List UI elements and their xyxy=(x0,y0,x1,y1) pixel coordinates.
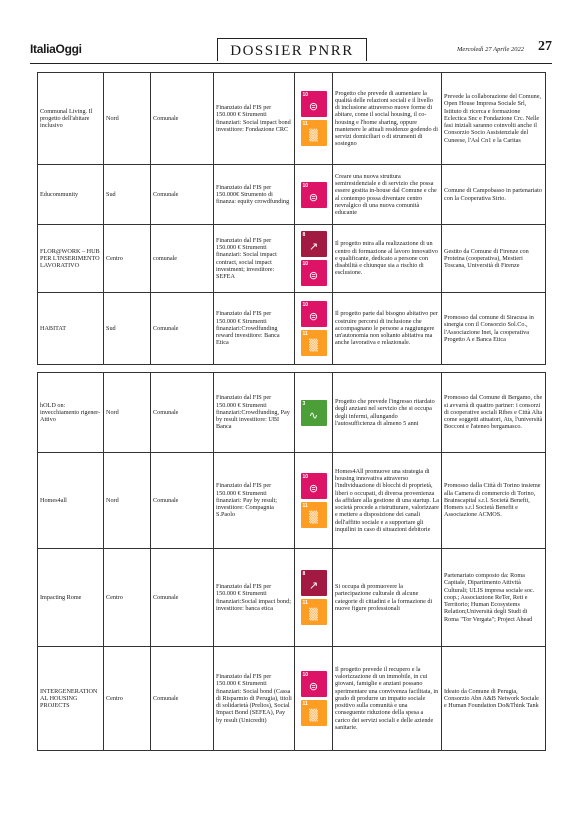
sdg-icons-cell xyxy=(295,165,333,225)
sdg-goal-8-icon: 8 ↗ xyxy=(301,570,327,596)
project-area-cell: Nord xyxy=(104,453,151,549)
project-area-cell: Sud xyxy=(104,165,151,225)
project-description-cell: Progetto che prevede l'ingresso ritardato degli anziani nel servizio che si occupa degli infermi, allungando l'autosufficienza di almeno 5 anni xyxy=(333,373,442,453)
sdg-goal-11-icon: 11 ▒ xyxy=(301,502,327,528)
project-area-cell: Nord xyxy=(104,373,151,453)
sdg-icon-stack xyxy=(297,473,330,528)
sdg-goal-10-icon: 10 ⊜ xyxy=(301,671,327,697)
project-name-cell: hOLD on: invecchiamento rigener-Attivo xyxy=(38,373,104,453)
project-area-cell: Centro xyxy=(104,549,151,647)
sdg-goal-10-icon: 10 ⊜ xyxy=(301,182,327,208)
sdg-goal-10-icon: 10 ⊜ xyxy=(301,260,327,286)
sdg-icons-cell xyxy=(295,647,333,751)
project-level-cell: Comunale xyxy=(151,373,214,453)
page-header xyxy=(30,38,552,62)
project-area-cell: Centro xyxy=(104,647,151,751)
sdg-icons-cell xyxy=(295,73,333,165)
project-funding-cell: Finanziato dal FIS per 150.000 € Strumenti finanziari: Social impact bond investitore: Fondazione CRC xyxy=(214,73,295,165)
project-partners-cell: Promosso dalla Città di Torino insieme alla Camera di commercio di Torino, Brainscapital s.r.l. Società Benefit, Homers s.r.l Società Benefit e Associazione ACMOS. xyxy=(442,453,546,549)
project-funding-cell: Finanziato dal FIS per 150.000 € Strumenti finanziari:Crowdfunding, Pay by result investitore: UBI Banca xyxy=(214,373,295,453)
projects-table-upper xyxy=(37,72,546,365)
header-rule xyxy=(30,63,552,64)
sdg-icon-stack xyxy=(297,91,330,146)
sdg-goal-11-icon: 11 ▒ xyxy=(301,330,327,356)
project-name-cell: Impacting Rome xyxy=(38,549,104,647)
project-name-cell: Homes4all xyxy=(38,453,104,549)
project-partners-cell: Gestito da Comune di Firenze con Proteina (cooperativa), Mestieri Toscana, Università di Firenze xyxy=(442,225,546,293)
table-row xyxy=(38,73,546,165)
table-row xyxy=(38,165,546,225)
project-description-cell: Si occupa di promuovere la partecipazione culturale di alcune categorie di cittadini e la formazione di nuove figure professionali xyxy=(333,549,442,647)
project-level-cell: Comunale xyxy=(151,293,214,365)
sdg-goal-3-icon: 3 ∿ xyxy=(301,400,327,426)
table-body xyxy=(38,373,546,751)
project-funding-cell: Finanziato dal FIS per 150.000 € Strumenti finanziari: Social bond (Cassa di Risparmio di Perugia), titoli di solidarietà (Prelios), Social Impact Bond (SEFEA), Pay by result (Unicredit) xyxy=(214,647,295,751)
sdg-goal-10-icon: 10 ⊜ xyxy=(301,473,327,499)
table-row xyxy=(38,453,546,549)
sdg-icon-stack xyxy=(297,231,330,286)
project-level-cell: comunale xyxy=(151,225,214,293)
sdg-goal-10-icon: 10 ⊜ xyxy=(301,91,327,117)
sdg-goal-10-icon: 10 ⊜ xyxy=(301,301,327,327)
sdg-goal-11-icon: 11 ▒ xyxy=(301,700,327,726)
sdg-icons-cell xyxy=(295,549,333,647)
table-body xyxy=(38,73,546,365)
newspaper-logo: ItaliaOggi xyxy=(30,42,82,56)
project-name-cell: Educommunity xyxy=(38,165,104,225)
project-funding-cell: Finanziato dal FIS per 150.000 € Strumenti finanziari: Social impact contract, social impact investment; investitore: SEFEA xyxy=(214,225,295,293)
sdg-icon-stack xyxy=(297,182,330,208)
sdg-icons-cell xyxy=(295,293,333,365)
sdg-icon-stack xyxy=(297,301,330,356)
project-name-cell: INTERGENERATIONAL HOUSING PROJECTS xyxy=(38,647,104,751)
sdg-icon-stack xyxy=(297,570,330,625)
project-description-cell: Homes4All promuove una strategia di housing innovativa attraverso l'individuazione di blocchi di proprietà, liberi o occupati, di diversa provenienza da affidare alla gestione di una startup. La società procede a ristrutturare, valorizzare e mettere a disposizione dei canali dell'affitto sociale e a supportare gli inquilini in caso di situazioni debitorie xyxy=(333,453,442,549)
project-area-cell: Sud xyxy=(104,293,151,365)
project-name-cell: HABITAT xyxy=(38,293,104,365)
table-row xyxy=(38,225,546,293)
table-row xyxy=(38,373,546,453)
project-description-cell: Il progetto parte dal bisogno abitativo per costruire percorsi di inclusione che accompagnano le persone a raggiungere un'autonomia non soltanto abitativa ma anche lavorativa e relazionale. xyxy=(333,293,442,365)
sdg-icons-cell xyxy=(295,453,333,549)
project-partners-cell: Ideato da Comune di Perugia, Consorzio Abn A&B Network Sociale e Human Foundation Do&Think Tank xyxy=(442,647,546,751)
table-row xyxy=(38,293,546,365)
project-level-cell: Comunale xyxy=(151,549,214,647)
table-row xyxy=(38,549,546,647)
project-partners-cell: Promosso dal Comune di Bergamo, che si avvarrà di quattro partner: i consorzi di cooperative sociali Ribes e Città Alta come soggetti attuatori, Ats, l'università Bocconi e l'ateneo bergamasco. xyxy=(442,373,546,453)
project-partners-cell: Comune di Campobasso in partenariato con la Cooperativa Sirio. xyxy=(442,165,546,225)
project-description-cell: Creare una nuova struttura semiresidenziale e di servizio che possa essere gestita in-house dal Comune e che al contempo possa diventare centro nevralgico di una nuova comunità educante xyxy=(333,165,442,225)
project-partners-cell: Prevede la collaborazione del Comune, Open House Impresa Sociale Srl, Istituto di ricerca e formazione Eclectica Snc e Fondazione Crc. Nelle fasi iniziali saranno coinvolti anche il Consorzio Socio Assistenziale del Cuneese, l'Asl Cn1 e la Caritas xyxy=(442,73,546,165)
project-name-cell: Communal Living. Il progetto dell'abitare inclusivo xyxy=(38,73,104,165)
project-description-cell: Il progetto prevede il recupero e la valorizzazione di un immobile, in cui giovani, famiglie e anziani possano sperimentare una convivenza facilitata, in grado di produrre un impatto sociale positivo sulla comunità e una conseguente riduzione della spesa a carico dei servizi sociali e delle aziende sanitarie. xyxy=(333,647,442,751)
project-level-cell: Comunale xyxy=(151,647,214,751)
project-funding-cell: Finanziato dal FIS per 150.000 € Strumenti finanziari: Pay by result; investitore: Compagnia S.Paolo xyxy=(214,453,295,549)
project-partners-cell: Promosso dal comune di Siracusa in sinergia con il Consorzio Sol.Co., l'Associazione Inet, la cooperativa Progetto A e Banca Etica xyxy=(442,293,546,365)
project-level-cell: Comunale xyxy=(151,165,214,225)
project-level-cell: Comunale xyxy=(151,453,214,549)
project-description-cell: Progetto che prevede di aumentare la qualità delle relazioni sociali e il livello di inclusione attraverso nuove forme di abitare, come il social housing, il co-housing e l'home sharing, oppure mantenere le attuali residenze godendo di servizi domiciliari o di strumenti di sostegno xyxy=(333,73,442,165)
project-description-cell: Il progetto mira alla realizzazione di un centro di formazione al lavoro innovativo e qualificante, dedicato a persone con disabilità e chiunque sia a rischio di esclusione. xyxy=(333,225,442,293)
sdg-icons-cell xyxy=(295,225,333,293)
project-funding-cell: Finanziato dal FIS per 150.000 € Strumenti finanziari:Social impact bond; investitore: banca etica xyxy=(214,549,295,647)
projects-table-lower xyxy=(37,372,546,751)
project-funding-cell: Finanziato dal FIS per 150.000€ Strumento di finanza: equity crowdfunding xyxy=(214,165,295,225)
sdg-goal-11-icon: 11 ▒ xyxy=(301,120,327,146)
sdg-icons-cell xyxy=(295,373,333,453)
project-partners-cell: Partenariato composto da: Roma Capitale, Dipartimento Attività Culturali; ULIS impresa sociale soc. coop.; Associazione ReTer, Reti e Territorio; Human Ecosystems Relation;Università degli Studi di Roma "Tor Vergata"; Project Ahead xyxy=(442,549,546,647)
section-title: DOSSIER PNRR xyxy=(217,38,367,61)
project-level-cell: Comunale xyxy=(151,73,214,165)
sdg-goal-8-icon: 8 ↗ xyxy=(301,231,327,257)
sdg-icon-stack xyxy=(297,400,330,426)
project-name-cell: FLOR@WORK – HUB PER L'INSERIMENTO LAVORATIVO xyxy=(38,225,104,293)
project-area-cell: Centro xyxy=(104,225,151,293)
project-funding-cell: Finanziato dal FIS per 150.000 € Strumenti finanziari:Crowdfunding reward investitore: Banca Etica xyxy=(214,293,295,365)
table-row xyxy=(38,647,546,751)
sdg-icon-stack xyxy=(297,671,330,726)
page-number: 27 xyxy=(538,39,552,54)
issue-date: Mercoledì 27 Aprile 2022 xyxy=(457,46,524,53)
project-area-cell: Nord xyxy=(104,73,151,165)
sdg-goal-11-icon: 11 ▒ xyxy=(301,599,327,625)
